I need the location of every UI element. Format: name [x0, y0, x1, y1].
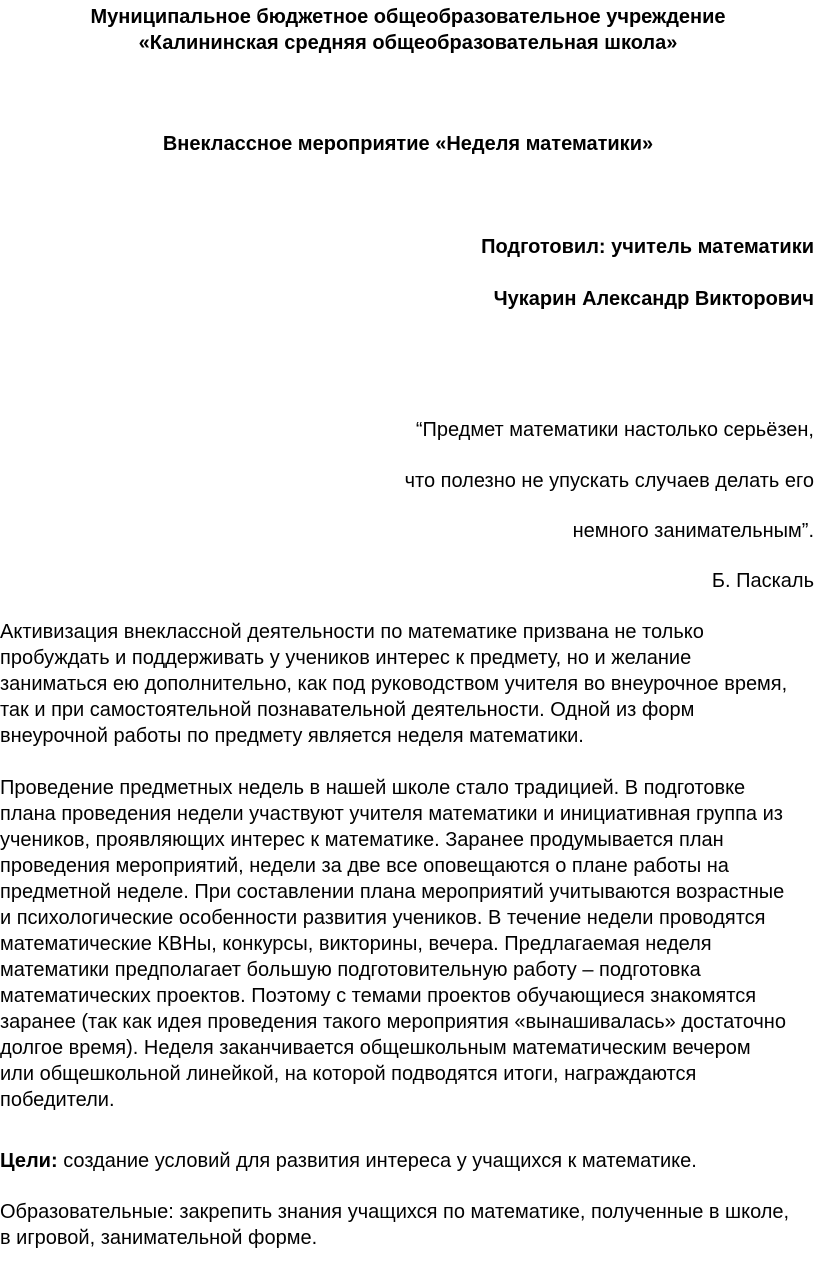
school-header-line-2: «Калининская средняя общеобразовательная школа» [138, 32, 678, 54]
author-prepared-by: Подготовил: учитель математики [481, 236, 814, 258]
paragraph-intro: Активизация внеклассной деятельности по математике призвана не только пробуждать и поддерживать у учеников интерес к предмету, но и желание заниматься ею дополнительно, как под руководством учителя во внеурочное время, так и при самостоятельной познавательной деятельности. Одной из форм внеурочной работы по предмету является неделя математики. [0, 621, 788, 747]
author-name: Чукарин Александр Викторович [493, 288, 814, 310]
goals-text: создание условий для развития интереса у учащихся к математике. [57, 1150, 697, 1172]
paragraph-goals [0, 1148, 790, 1174]
epigraph-attribution: Б. Паскаль [711, 570, 814, 592]
event-title: Внеклассное мероприятие «Неделя математики» [162, 133, 654, 155]
paragraph-educational: Образовательные: закрепить знания учащихся по математике, полученные в школе, в игровой, занимательной форме. [0, 1201, 790, 1249]
school-header [0, 4, 816, 56]
epigraph-line-2: что полезно не упускать случаев делать его [404, 470, 814, 492]
epigraph-line-1: “Предмет математики настолько серьёзен, [415, 419, 814, 441]
epigraph-line-3: немного занимательным”. [572, 520, 814, 542]
paragraph-tradition: Проведение предметных недель в нашей школе стало традицией. В подготовке плана проведения недели участвуют учителя математики и инициативная группа из учеников, проявляющих интерес к математике. Заранее продумывается план проведения мероприятий, недели за две все оповещаются о плане работы на предметной неделе. При составлении плана мероприятий учитываются возрастные и психологические особенности развития учеников. В течение недели проводятся математические КВНы, конкурсы, викторины, вечера. Предлагаемая неделя математики предполагает большую подготовительную работу – подготовка математических проектов. Поэтому с темами проектов обучающиеся знакомятся заранее (так как идея проведения такого мероприятия «вынашивалась» достаточно долгое время). Неделя заканчивается общешкольным математическим вечером или общешкольной линейкой, на которой подводятся итоги, награждаются победители. [0, 777, 786, 1111]
school-header-line-1: Муниципальное бюджетное общеобразовательное учреждение [90, 6, 726, 28]
goals-label: Цели: [0, 1150, 58, 1172]
